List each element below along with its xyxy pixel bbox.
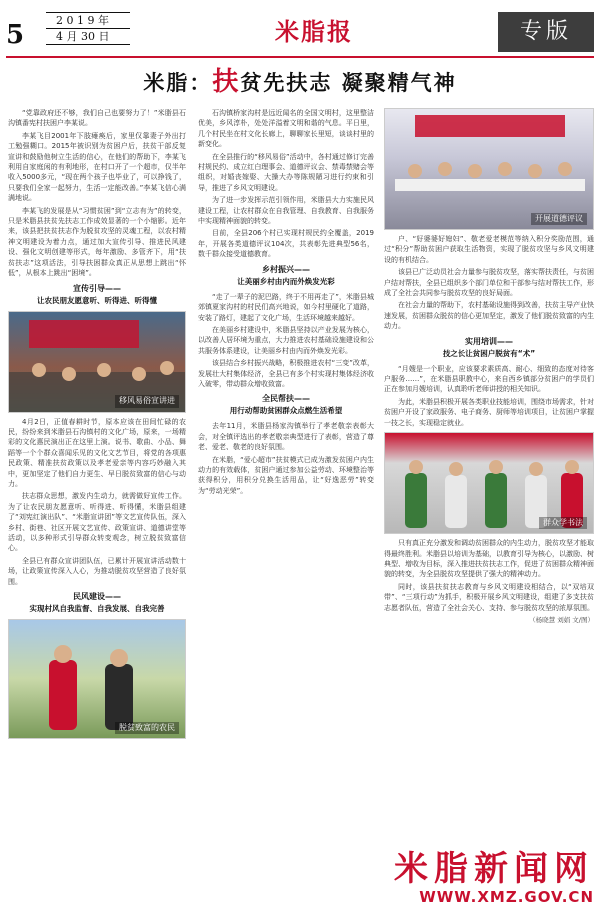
article-paragraph: 在全县推行的“移风易俗”活动中，各村通过修订完善村规民约、成立红白理事会、道德评议会、禁毒禁赌会等组织，对婚丧嫁娶、大操大办等陈规陋习进行约束和引导，推进了乡风文明建设。 xyxy=(198,152,374,192)
article-paragraph: 该县结合乡村振兴战略，积极推进农村“三变”改革，发展壮大村集体经济，全县已有多个村实现村集体经济收入破零，带动群众增收致富。 xyxy=(198,359,374,388)
article-paragraph: “月嫂是一个职业，应该要求素质高、耐心、细致的态度对待客户服务……”，在米脂县职教中心，来自西乡镇部分贫困户的学员们正在参加月嫂培训，认真聆听老师讲授的相关知识。 xyxy=(384,364,594,394)
section-subtitle: 让农民朋友愿意听、听得进、听得懂 xyxy=(37,295,157,305)
section-title: 乡村振兴—— xyxy=(262,264,310,274)
article-paragraph: 扶志群众思想，激发内生动力，就需做好宣传工作。为了让农民朋友愿意听、听得进、听得懂，米脂县组建了“刘宪红演出队”、“米脂宣讲团”等文艺宣传队伍，深入乡村、街巷、社区开展文艺宣传、政策宣讲、道德讲堂等活动，以多种形式引导群众转变观念，树立脱贫致富信心。 xyxy=(8,492,186,553)
column-2 xyxy=(198,108,374,498)
headline xyxy=(6,62,594,102)
article-paragraph: 户、“好婆婆好媳妇”、敬老爱老模范等纳入积分奖励范围，通过“积分”帮助贫困户获取生活物资，实现了脱贫攻坚与乡风文明建设的有机结合。 xyxy=(384,235,594,264)
footer-site-url[interactable]: WWW.XMZ.GOV.CN xyxy=(419,888,594,906)
article-paragraph: 为了进一步发挥示范引领作用，米脂县大力实施民风建设工程，让农村群众在自我管理、自我教育、自我服务中实现精神面貌的转变。 xyxy=(198,196,374,226)
photo-caption: 移风易俗宣讲进 xyxy=(115,395,179,407)
article-paragraph: 只有真正充分激发和调动贫困群众的内生动力，脱贫攻坚才能取得最终胜利。米脂县以培训为基础，以教育引导为核心，以激励、树典型、增收为目标，深入推进扶贫扶志工作，促进了贫困群众精神面貌的转变，为全县脱贫攻坚提供了强大的精神动力。 xyxy=(384,539,594,579)
article-paragraph: 全县已有群众宣讲团队伍，已累计开展宣讲活动数十场，让政策宣传深入人心，为推动脱贫攻坚营造了良好氛围。 xyxy=(8,556,186,586)
article-paragraph: 李某飞目2001年下肢瘫痪后，家里仅靠妻子外出打工勉强糊口。2015年被识别为贫困户后，扶贫干部反复宣讲和鼓励他树立生活的信心，在他们的帮助下，李某飞利用自家庭闲的有利地形，在村口开了一个超市，仅半年收入5000多元，“现在两个孩子也毕业了，可以挣钱了，只要我们全家一起努力，生活一定能改善。”李某飞信心满满地说。 xyxy=(8,131,186,203)
article-paragraph: 去年11月，米脂县杨家沟镇举行了孝老敬亲表彰大会，对全镇评选出的孝老敬亲典型进行了表彰，营造了尊老、爱老、敬老的良好氛围。 xyxy=(198,422,374,452)
issue-date xyxy=(46,12,130,45)
section-heading-4 xyxy=(198,393,374,417)
photo-caption: 脱贫致富的农民 xyxy=(115,722,179,734)
article-paragraph: “走了一辈子的泥巴路，终于不用再走了”，米脂县城郊镇夏家沟村的村民们高兴地说，如今村里硬化了道路，安装了路灯，建起了文化广场，生活环境越来越好。 xyxy=(198,292,374,322)
photo-lecture xyxy=(8,311,186,413)
section-heading-2 xyxy=(8,591,186,615)
section-heading-5 xyxy=(384,336,594,360)
issue-year: 2 0 1 9 年 xyxy=(46,13,130,29)
section-title: 宣传引导—— xyxy=(73,283,121,293)
section-subtitle: 实现村风自我监督、自我发展、自我完善 xyxy=(29,604,165,613)
section-subtitle: 技之长让贫困户脱贫有“术” xyxy=(442,348,536,358)
article-paragraph: 石沟镇桥家沟村是远近闻名的全国文明村，这里整洁优美，乡风淳朴，处处洋溢着文明和谐的气息。平日里，几个村民坐在村文化长廊上，聊聊家长里短，谈谈村里的新变化。 xyxy=(198,109,374,149)
section-title: 实用培训—— xyxy=(465,336,513,346)
photo-calligraphy xyxy=(384,432,594,534)
article-paragraph: 为此，米脂县积极开展各类职业技能培训，围绕市场需求，针对贫困户开设了家政服务、电子商务、厨师等培训项目，让贫困户掌握一技之长，实现稳定就业。 xyxy=(384,397,594,427)
section-title: 全民帮扶—— xyxy=(262,394,310,404)
byline: （杨晓慧 刘娟 文/图） xyxy=(529,615,594,624)
page-header xyxy=(6,4,594,56)
section-title: 民风建设—— xyxy=(73,592,121,601)
article-paragraph: 该县已广泛动员社会力量参与脱贫攻坚，落实帮扶责任，与贫困户结对帮扶，全县已组织多个部门单位和干部参与结对帮扶工作，形成了全社会共同参与脱贫攻坚的良好局面。 xyxy=(384,268,594,298)
page-number: 5 xyxy=(6,20,25,50)
headline-prefix: 米脂： xyxy=(143,70,213,95)
section-subtitle: 让美丽乡村由内而外焕发光彩 xyxy=(237,276,335,286)
article-paragraph: 同时，该县扶贫扶志教育与乡风文明建设相结合，以“双培双带”、“三项行动”为抓手，积极开展乡风文明建设，组建了多支扶贫志愿者队伍，营造了全社会关心、支持、参与脱贫攻坚的浓厚氛围。 xyxy=(384,582,594,612)
photo-caption: 群众学书法 xyxy=(539,517,587,529)
issue-day: 4 月 30 日 xyxy=(56,30,110,43)
header-divider xyxy=(6,56,594,58)
article-paragraph: 在米脂，“爱心超市”扶贫模式已成为激发贫困户内生动力的有效载体，贫困户通过参加公益劳动、环境整治等获得积分，用积分兑换生活用品，让“好逸恶劳”转变为“劳动光荣”。 xyxy=(198,455,374,495)
headline-text xyxy=(143,67,457,97)
column-3 xyxy=(384,108,594,625)
column-1 xyxy=(8,108,186,743)
article-paragraph: 在美丽乡村建设中，米脂县坚持以产业发展为核心，以改善人居环境为重点，大力推进农村基础设施建设和公共服务体系建设，让美丽乡村由内而外焕发光彩。 xyxy=(198,325,374,355)
article-paragraph: “党靠政府还不够，我们自己也要努力了！”米脂县石沟镇番宪村扶困户李某说。 xyxy=(8,109,186,128)
masthead-logo: 米脂报 xyxy=(275,17,353,46)
footer-brand xyxy=(320,850,594,905)
article-paragraph: 在社会力量的帮助下，农村基础设施得到改善，扶贫主导产业快速发展，贫困群众脱贫的信心更加坚定，激发了他们脱贫致富的内生动力。 xyxy=(384,301,594,331)
footer-site-name: 米脂新闻网 xyxy=(394,849,594,889)
headline-rest: 贫先扶志 凝聚精气神 xyxy=(240,70,457,95)
photo-caption: 开展道德评议 xyxy=(531,213,587,225)
edition-tag: 专版 xyxy=(498,12,594,52)
article-paragraph: 李某飞的发展是从“习惯贫困”到“立志有为”的转变，只是米脂县扶贫先扶志工作成效显著的一个小缩影。近年来，该县把扶贫扶志作为脱贫攻坚的灵魂工程，以农村精神文明建设为着力点，通过加大宣传引导、推进民风建设、强化文明创建等形式，每年激励、多管齐下，用“扶贫扶志”这项活法，引导扶困群众真正从思想上跳出“怀低”，从根本上跳出“困境”。 xyxy=(8,206,186,278)
photo-farmers xyxy=(8,619,186,739)
photo-meeting-scene xyxy=(385,109,594,229)
section-subtitle: 用行动帮助贫困群众点燃生活希望 xyxy=(229,406,343,416)
section-heading-3 xyxy=(198,264,374,288)
article-paragraph: 目前，全县206个村已实现村规民约全覆盖，2019年，开展各类道德评议104次，共表彰先进典型56名，数千群众接受道德教育。 xyxy=(198,229,374,259)
photo-meeting xyxy=(384,108,594,230)
section-heading-1 xyxy=(8,283,186,307)
headline-fu: 扶 xyxy=(212,67,241,97)
photo-farmers-scene xyxy=(9,620,186,738)
article-paragraph: 4月2日，正值春耕时节，原本应该在田间忙碌的农民，纷纷来到米脂县石沟镇村的文化广场，原来，一场精彩的文化惠民演出正在这里上演。说书、歌曲、小品、舞蹈等一个个群众喜闻乐见的文化文艺节目，将党的各项惠民政策、精准扶贫政策以及孝老爱亲等内容巧妙融入其中，更加坚定了他们自力更生、早日脱贫致富的信心与动力。 xyxy=(8,417,186,488)
